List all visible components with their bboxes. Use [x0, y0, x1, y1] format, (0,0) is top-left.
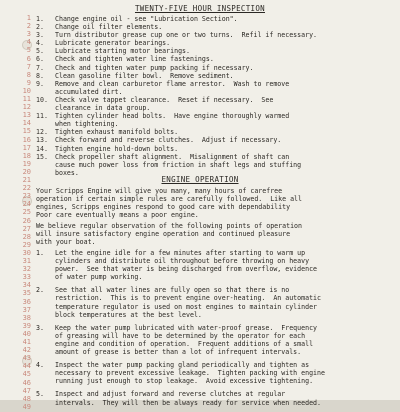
inspection-item-number: 6.: [36, 55, 44, 64]
margin-line-number: 5: [26, 46, 31, 55]
operation-title: ENGINE OPERATION: [161, 175, 239, 184]
margin-line-number: 43: [22, 354, 31, 363]
margin-line-number: 1: [26, 14, 31, 22]
inspection-item-number: 13.: [36, 136, 48, 145]
inspection-item: [36, 128, 366, 136]
inspection-item-number: 10.: [36, 95, 48, 104]
margin-line-number: 22: [22, 184, 31, 193]
inspection-item-text: Tighten cylinder head bolts. Have engine thoroughly warmed when tightening.: [55, 112, 290, 129]
margin-line-number: 7: [26, 62, 31, 71]
margin-line-number: 9: [26, 78, 31, 87]
inspection-item: [36, 145, 366, 153]
margin-line-number: 48: [22, 394, 31, 403]
inspection-item-number: 11.: [36, 112, 48, 121]
operation-item-text: Keep the water pump lubricated with water-proof grease. Frequency of greasing will have to be determined by the operator for each engine and condition of operation. Frequent additions of a small amount of grease is better than a lot of infrequent intervals.: [55, 323, 318, 357]
margin-line-number: 45: [22, 370, 31, 379]
margin-line-number: 34: [22, 281, 31, 290]
margin-line-number: 42: [22, 346, 31, 355]
inspection-item-number: 1.: [36, 15, 44, 23]
operation-item-text: Let the engine idle for a few minutes after starting to warm up cylinders and distribute oil throughout before throwing on heavy power. See that water is being discharged from overflow, evidence of water pump working.: [55, 249, 318, 282]
margin-line-number: 14: [22, 119, 31, 128]
inspection-item: [36, 72, 366, 80]
inspection-item: [36, 96, 366, 112]
margin-line-number: 20: [22, 167, 31, 176]
inspection-item-text: Turn distributor grease cup one or two turns. Refil if necessary.: [55, 31, 318, 40]
margin-line-number: 44: [22, 362, 31, 371]
margin-line-number: 37: [22, 305, 31, 314]
inspection-item: [36, 47, 366, 55]
margin-line-number: 6: [26, 54, 31, 63]
inspection-item-number: 5.: [36, 47, 44, 56]
inspection-item-text: Change engine oil - see "Lubrication Section".: [55, 15, 238, 23]
inspection-item-text: Check and tighten water line fastenings.: [55, 55, 214, 64]
inspection-item: [36, 153, 366, 177]
margin-line-number: 31: [22, 257, 31, 265]
operation-item: [36, 390, 376, 406]
inspection-item-text: Remove and clean carburetor flame arrestor. Wash to remove accumulated dirt.: [55, 79, 290, 96]
inspection-item-number: 8.: [36, 71, 44, 80]
margin-line-number: 13: [22, 111, 31, 120]
inspection-item-text: Lubricate generator bearings.: [55, 39, 171, 48]
inspection-item: [36, 55, 366, 63]
operation-item: [36, 249, 376, 281]
operation-list: [36, 249, 376, 412]
margin-line-number: 23: [22, 192, 31, 201]
operation-item-text: Inspect the water pump packing gland periodically and tighten as necessary to prevent excessive leakage. Tighten packing with engine running just enough to stop leakage. Avoid excessive tightening.: [55, 361, 325, 386]
margin-line-number: 39: [22, 321, 31, 330]
inspection-list: [36, 15, 366, 177]
inspection-item-number: 2.: [36, 23, 44, 32]
margin-line-number: 10: [22, 86, 31, 95]
inspection-item-text: Check and tighten water pump packing if necessary.: [55, 63, 254, 72]
inspection-item: [36, 136, 366, 144]
margin-line-number: 3: [26, 30, 31, 39]
inspection-item: [36, 15, 366, 23]
operation-item-text: Inspect and adjust forward and reverse clutches at regular intervals. They will then be always ready for service when needed.: [55, 390, 321, 407]
inspection-item-text: Clean gasoline filter bowl. Remove sediment.: [55, 71, 234, 80]
margin-line-number: 25: [22, 208, 31, 217]
margin-line-number: 18: [22, 151, 31, 160]
inspection-item-number: 15.: [36, 152, 48, 161]
inspection-item: [36, 39, 366, 47]
inspection-title: TWENTY-FIVE HOUR INSPECTION: [134, 4, 265, 13]
margin-line-number: 33: [22, 273, 31, 282]
margin-line-number: 27: [22, 224, 31, 233]
margin-line-number: 29: [22, 240, 31, 249]
operation-item-number: 4.: [36, 361, 44, 370]
operation-item-number: 3.: [36, 323, 44, 332]
inspection-item: [36, 64, 366, 72]
margin-line-number: 8: [26, 70, 31, 79]
inspection-item: [36, 31, 366, 39]
margin-line-number: 11: [22, 95, 31, 103]
margin-line-number: 46: [22, 378, 31, 387]
believe-paragraph: We believe regular observation of the following points of operation will insure satisfactory engine operation and continued pleasure with your boat.: [36, 222, 302, 247]
margin-line-number: 30: [22, 248, 31, 257]
margin-line-number: 24: [22, 200, 31, 209]
margin-line-number: 19: [22, 159, 31, 168]
margin-line-number: 26: [22, 216, 31, 225]
inspection-item-number: 3.: [36, 31, 44, 40]
inspection-item-text: Change oil filter elements.: [55, 23, 163, 32]
operation-item: [36, 286, 376, 318]
margin-line-number: 41: [22, 338, 31, 346]
intro-paragraph: Your Scripps Engine will give you many, many hours of carefree operation if certain simple rules are carefully followed. Like all engines, Scripps engines respond to good care with dependability Poor care eventually means a poor engine.: [36, 187, 302, 220]
inspection-item: [36, 112, 366, 128]
operation-item-number: 1.: [36, 249, 44, 257]
operation-item: [36, 361, 376, 385]
inspection-item: [36, 23, 366, 31]
operation-item-number: 5.: [36, 390, 44, 399]
inspection-item-number: 14.: [36, 144, 48, 153]
inspection-item-number: 12.: [36, 128, 48, 137]
inspection-item-text: Check valve tappet clearance. Reset if necessary. See clearance in data group.: [55, 95, 274, 113]
operation-item-text: See that all water lines are fully open so that there is no restriction. This is to prevent engine over-heating. An automatic temperature regulator is used on most engines to maintain cylinder block temperatures at the best level.: [55, 286, 321, 319]
inspection-item-text: Check propeller shaft alignment. Misalignment of shaft can cause much power loss from friction in shaft legs and stuffing boxes.: [55, 152, 302, 177]
margin-line-number: 12: [22, 103, 31, 112]
margin-line-number: 15: [22, 127, 31, 136]
margin-line-number: 2: [26, 22, 31, 31]
margin-line-number: 28: [22, 232, 31, 241]
margin-line-number: 16: [22, 135, 31, 144]
margin-line-number: 21: [22, 176, 31, 184]
margin-line-number: 36: [22, 297, 31, 306]
inspection-item-number: 7.: [36, 63, 44, 72]
margin-line-number: 35: [22, 289, 31, 298]
inspection-item-number: 9.: [36, 79, 44, 88]
inspection-item-text: Check forward and reverse clutches. Adjust if necessary.: [55, 136, 282, 145]
margin-line-number: 4: [26, 38, 31, 47]
inspection-item: [36, 80, 366, 96]
margin-line-number: 47: [22, 386, 31, 395]
operation-item-number: 2.: [36, 286, 44, 295]
margin-line-number: 38: [22, 313, 31, 322]
inspection-item-text: Tighten exhaust manifold bolts.: [55, 128, 179, 137]
operation-item: [36, 324, 376, 356]
inspection-item-text: Tighten engine hold-down bolts.: [55, 144, 179, 153]
margin-line-number: 32: [22, 265, 31, 274]
inspection-item-number: 4.: [36, 39, 44, 48]
margin-line-number: 17: [22, 143, 31, 152]
margin-line-number: 49: [22, 402, 31, 411]
margin-line-number: 40: [22, 329, 31, 338]
inspection-item-text: Lubricate starting motor bearings.: [55, 47, 190, 56]
